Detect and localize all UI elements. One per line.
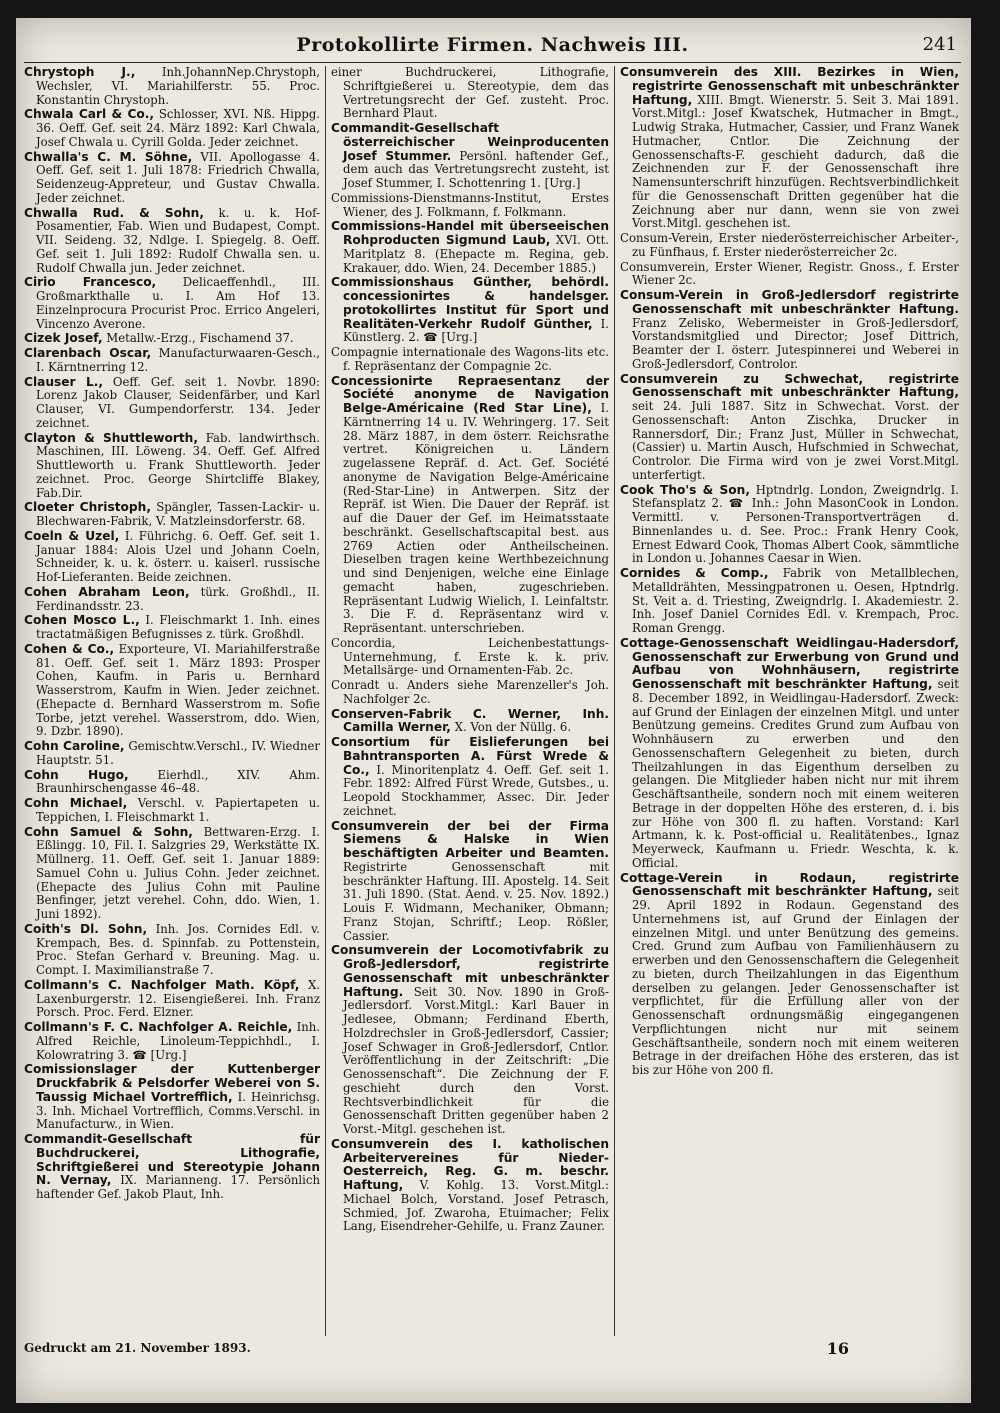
firm-name: Consortium für Eislieferungen bei Bahntransporten A. Fürst Wrede & Co., (331, 735, 609, 777)
page-footer (24, 1338, 959, 1358)
directory-entry (331, 1138, 609, 1234)
entry-details: Delicaeffenhdl., III. Großmarkthalle u. I. Am Hof 13. Einzelnprocura Procurist Proc. Errico Angeleri, Vincenzo Averone. (36, 275, 320, 331)
entry-details: Inh. Jos. Cornides Edl. v. Krempach, Bes. d. Spinnfab. zu Pottenstein, Proc. Stefan Gerhard v. Breuning. Mag. u. Compt. I. Maximilianstraße 7. (36, 921, 320, 977)
firm-name: Cook Tho's & Son, (620, 482, 750, 497)
directory-entry (620, 232, 959, 260)
entry-details: türk. Großhdl., II. Ferdinandsstr. 23. (36, 584, 320, 613)
print-date-note: Gedruckt am 21. November 1893. (24, 1341, 251, 1355)
firm-name: Commissions-Handel mit überseeischen Rohproducten Sigmund Laub, (331, 219, 609, 247)
directory-entry (620, 289, 959, 372)
entry-details: Bettwaren-Erzg. I. Eßlingg. 10, Fil. I. Salzgries 29, Werkstätte IX. Müllnerg. 11. Oeff. Gef. seit 1. Januar 1889: Samuel Cohn u. Julius Cohn. Jeder zeichnet. (Ehepacte des Julius Cohn mit Pauline Benfinger, jetzt verehel. Cohn, ddo. Wien, 1. Juni 1892). (36, 824, 320, 921)
directory-entry (24, 769, 320, 797)
firm-name: Cohn Caroline, (24, 739, 125, 753)
directory-entry (620, 261, 959, 289)
entry-details: I. Künstlerg. 2. ☎ [Urg.] (343, 316, 609, 345)
entry-details: Eierhdl., XIV. Ahm. Braunhirschengasse 46–48. (36, 767, 320, 796)
directory-entry (24, 347, 320, 375)
firm-name: Cohen Mosco L., (24, 613, 140, 628)
entry-details: X. Von der Nüllg. 6. (450, 720, 572, 735)
page-title: Protokollirte Firmen. Nachweis III. (296, 34, 689, 56)
firm-name: Chwalla's C. M. Söhne, (24, 149, 193, 164)
entry-details: I. Minoritenplatz 4. Oeff. Gef. seit 1. Febr. 1892: Alfred Fürst Wrede, Gutsbes., u. Leopold Stockhammer, Assec. Dir. Jeder zeichnet. (343, 762, 609, 818)
firm-name: Chwala Carl & Co., (24, 107, 155, 122)
entry-details: XVI. Ott. Maritplatz 8. (Ehepacte m. Regina, geb. Krakauer, ddo. Wien, 24. December 1885.) (343, 233, 609, 275)
directory-entry (24, 207, 320, 276)
column-2 (331, 66, 609, 1336)
entry-details: Hptndrlg. London, Zweigndrlg. I. Stefansplatz 2. ☎ Inh.: John MasonCook in London. Vermittl. v. Personen-Transportverträgen d. Binnenlandes u. d. See. Proc.: Frank Henry Cook, Ernest Edward Cook, Thomas Albert Cook, sämmtliche in London u. Johannes Caesar in Wien. (632, 482, 959, 566)
sheet-signature: 16 (826, 1338, 849, 1358)
firm-name: Cottage-Verein in Rodaun, registrirte Genossenschaft mit beschränkter Haftung, (620, 870, 959, 899)
firm-name: Commandit-Gesellschaft für Buchdruckerei, Lithografie, Schriftgießerei und Stereotypie Johann N. Vernay, (24, 1132, 320, 1188)
directory-entry (620, 373, 959, 483)
directory-entry (24, 108, 320, 149)
directory-entry (331, 820, 609, 944)
directory-entry (331, 637, 609, 678)
directory-page (16, 18, 971, 1403)
entry-details: Consum-Verein, Erster niederösterreichischer Arbeiter-, zu Fünfhaus, f. Erster niederösterreicher 2c. (620, 231, 959, 259)
firm-name: Cohn Samuel & Sohn, (24, 824, 193, 839)
entry-details: VII. Apollogasse 4. Oeff. Gef. seit 1. Juli 1878: Friedrich Chwalla, Seidenzeug-Appreteur, und Gustav Chwalla. Jeder zeichnet. (36, 149, 320, 205)
entry-details: seit 24. Juli 1887. Sitz in Schwechat. Vorst. der Genossenschaft: Anton Zischka, Drucker in Rannersdorf, Dir.; Franz Just, Müller in Schwechat, (Cassier) u. Martin Ausch, Hufschmied in Schwechat, Controlor. Die Firma wird von je zwei Vorst.Mitgl. unterfertigt. (632, 399, 959, 482)
entry-details: Concordia, Leichenbestattungs-Unternehmung, f. Erste k. k. priv. Metallsärge- und Ornamenten-Fab. 2c. (331, 635, 609, 678)
directory-entry (24, 432, 320, 501)
directory-entry (331, 122, 609, 191)
directory-entry (24, 826, 320, 922)
page-header (24, 28, 961, 63)
directory-entry (24, 979, 320, 1020)
firm-name: Consumverein der Locomotivfabrik zu Groß-Jedlersdorf, registrirte Genossenschaft mit unbeschränkter Haftung. (331, 943, 609, 999)
directory-entry (24, 643, 320, 739)
directory-entry (331, 736, 609, 819)
directory-entry (620, 872, 959, 1078)
entry-details: Commissions-Dienstmanns-Institut, Erstes Wiener, des J. Folkmann, f. Folkmann. (331, 190, 609, 219)
columns-area (24, 66, 959, 1336)
directory-entry (24, 923, 320, 978)
entry-details: Seit 30. Nov. 1890 in Groß-Jedlersdorf. Vorst.Mitgl.: Karl Bauer in Jedlesee, Obmann; Ferdinand Eberth, Holzdrechsler in Groß-Jedlersdorf, Cassier; Josef Schwager in Groß-Jedlersdorf, Cntlor. Veröffentlichung in der Zeitschrift: „Die Genossenschaft“. Die Zeichnung der F. geschieht durch den Vorst. Rechtsverbindlichkeit für die Genossenschaft Dritten gegenüber haben 2 Vorst.-Mitgl. geschehen ist. (343, 984, 609, 1136)
directory-entry (24, 276, 320, 331)
firm-name: Cirio Francesco, (24, 275, 157, 290)
entry-details: V. Kohlg. 13. Vorst.Mitgl.: Michael Bolch, Vorstand. Josef Petrasch, Schmied, Jof. Zwaroha, Etuimacher; Felix Lang, Eisendreher-Gehilfe, u. Franz Zauner. (343, 1178, 609, 1234)
entry-details: Conradt u. Anders siehe Marenzeller's Joh. Nachfolger 2c. (331, 678, 609, 706)
entry-details: Verschl. v. Papiertapeten u. Teppichen, I. Fleischmarkt 1. (36, 796, 320, 824)
firm-name: Clayton & Shuttleworth, (24, 430, 198, 445)
directory-entry (24, 66, 320, 107)
directory-entry (331, 276, 609, 345)
entry-details: einer Buchdruckerei, Lithografie, Schriftgießerei u. Stereotypie, dem das Vertretungsrecht der Gef. zusteht. Proc. Bernhard Plaut. (331, 66, 609, 121)
directory-entry (331, 708, 609, 736)
entry-details: X. Laxenburgerstr. 12. Eisengießerei. Inh. Franz Porsch. Proc. Ferd. Elzner. (36, 977, 320, 1020)
firm-name: Consumverein des XIII. Bezirkes in Wien, registrirte Genossenschaft mit unbeschränkter Haftung, (620, 66, 959, 107)
firm-name: Cohn Michael, (24, 796, 128, 810)
directory-entry (24, 151, 320, 206)
entry-details: I. Kärntnerring 14 u. IV. Wehringerg. 17. Seit 28. März 1887, in dem österr. Reichsrathe vertret. Königreichen u. Ländern zugelassene Repräf. d. Act. Gef. Société anonyme de Navigation Belge-Américaine (Red-Star-Line) in Antwerpen. Sitz der Repräf. ist Wien. Die Dauer der Repräf. ist auf die Dauer der Gef. im Heimatsstaate beschränkt. Gesellschaftscapital best. aus 2769 Actien oder Antheilscheinen. Dieselben tragen keine Werthbezeichnung und sind Denjenigen, welche eine Einlage gemacht haben, zugeschrieben. Repräsentant Ludwig Wielich, I. Leinfaltstr. 3. Die F. d. Repräsentanz wird v. Repräsentant. unterschrieben. (343, 401, 609, 635)
firm-name: Cloeter Christoph, (24, 500, 151, 515)
firm-name: Collmann's F. C. Nachfolger A. Reichle, (24, 1020, 293, 1034)
entry-details: Oeff. Gef. seit 1. Novbr. 1890: Lorenz Jakob Clauser, Seidenfärber, und Karl Clauser, VI. Gumpendorferstr. 134. Jeder zeichnet. (36, 374, 320, 430)
firm-name: Cohn Hugo, (24, 767, 129, 782)
directory-entry (24, 376, 320, 431)
column-1 (24, 66, 320, 1336)
entry-details: Spängler, Tassen-Lackir- u. Blechwaren-Fabrik, V. Matzleinsdorferstr. 68. (36, 500, 320, 528)
entry-details: Metallw.-Erzg., Fischamend 37. (102, 331, 294, 346)
column-rule (614, 66, 615, 1336)
directory-entry (331, 346, 609, 374)
entry-details: k. u. k. Hof-Posamentier, Fab. Wien und Budapest, Compt. VII. Seideng. 32, Ndlge. I. Spiegelg. 8. Oeff. Gef. seit 1. Juli 1892: Rudolf Chwalla sen. u. Rudolf Chwalla jun. Jeder zeichnet. (36, 205, 320, 275)
firm-name: Commissionshaus Günther, behördl. concessionirtes & handelsger. protokollirtes Institut für Sport und Realitäten-Verkehr Rudolf Günther, (331, 275, 609, 331)
page-number: 241 (922, 34, 957, 55)
entry-details: Consumverein, Erster Wiener, Registr. Gnoss., f. Erster Wiener 2c. (620, 259, 959, 288)
entry-details: seit 8. December 1892, in Weidlingau-Hadersdorf. Zweck: auf Grund der Einlagen der einzelnen Mitgl. und unter Benützung gemeins. Credites Grund zum Aufbau von Wohnhäusern zu erwerben und den Genossenschaftern Gelegenheit zu bieten, durch Theilzahlungen in das Eigenthum derselben zu gelangen. Die Mitglieder haben nicht nur mit ihrem Geschäftsantheile, sondern noch mit einem weiteren Betrage in der doppelten Höhe des ersteren, d. i. bis zur Höhe von 300 fl. zu haften. Vorstand: Karl Artmann, k. k. Post-official u. Realitätenbes., Ignaz Meyerweck, Kaufmann u. Friedr. Weschta, k. k. Official. (632, 677, 959, 870)
directory-entry (24, 501, 320, 529)
directory-entry (24, 530, 320, 585)
directory-entry (331, 192, 609, 220)
firm-name: Coeln & Uzel, (24, 528, 120, 543)
entry-details: Gemischtw.Verschl., IV. Wiedner Hauptstr. 51. (36, 739, 320, 767)
firm-name: Cizek Josef, (24, 331, 103, 346)
directory-entry (331, 66, 609, 121)
directory-entry (24, 1063, 320, 1132)
entry-details: I. Führichg. 6. Oeff. Gef. seit 1. Januar 1884: Alois Uzel und Johann Coeln, Schneider, k. u. k. österr. u. kaiserl. russische Hof-Lieferanten. Beide zeichnen. (36, 528, 320, 584)
firm-name: Cohen Abraham Leon, (24, 584, 190, 599)
firm-name: Commandit-Gesellschaft österreichischer Weinproducenten Josef Stummer. (331, 121, 609, 163)
firm-name: Clarenbach Oscar, (24, 346, 152, 360)
firm-name: Consum-Verein in Groß-Jedlersdorf registrirte Genossenschaft mit unbeschränkter Haftung. (620, 288, 959, 316)
directory-entry (620, 567, 959, 636)
directory-entry (24, 797, 320, 825)
entry-details: Manufacturwaaren-Gesch., I. Kärntnerring 12. (36, 346, 320, 374)
entry-details: I. Fleischmarkt 1. Inh. eines tractatmäßigen Befugnisses z. türk. Großhdl. (36, 613, 320, 641)
directory-entry (620, 637, 959, 871)
entry-details: Persönl. haftender Gef., dem auch das Vertretungsrecht zusteht, ist Josef Stummer, I. Schottenring 1. [Urg.] (343, 148, 609, 190)
directory-entry (331, 375, 609, 636)
firm-name: Cornides & Comp., (620, 566, 769, 580)
firm-name: Coith's Dl. Sohn, (24, 921, 148, 936)
entry-details: Schlosser, XVI. Nß. Hippg. 36. Oeff. Gef. seit 24. März 1892: Karl Chwala, Josef Chwala u. Cyrill Golda. Jeder zeichnet. (36, 107, 320, 149)
directory-entry (24, 1021, 320, 1062)
firm-name: Concessionirte Repraesentanz der Société anonyme de Navigation Belge-Américaine (Red Star Line), (331, 373, 609, 415)
column-3 (620, 66, 959, 1336)
entry-details: Inh. Alfred Reichle, Linoleum-Teppichhdl., I. Kolowratring 3. ☎ [Urg.] (36, 1020, 320, 1062)
firm-name: Consumverein des I. katholischen Arbeitervereines für Nieder-Oesterreich, Reg. G. m. beschr. Haftung, (331, 1136, 609, 1192)
entry-details: Inh.JohannNep.Chrystoph, Wechsler, VI. Mariahilferstr. 55. Proc. Konstantin Chrystoph. (36, 66, 320, 107)
firm-name: Cottage-Genossenschaft Weidlingau-Hadersdorf, Genossenschaft zur Erwerbung von Grund und Aufbau von Wohnhäusern, registrirte Genossenschaft mit beschränkter Haftung, (620, 635, 959, 691)
firm-name: Consumverein der bei der Firma Siemens & Halske in Wien beschäftigten Arbeiter und Beamten. (331, 818, 609, 860)
entry-details: Fab. landwirthsch. Maschinen, III. Löweng. 34. Oeff. Gef. Alfred Shuttleworth u. Frank Shuttleworth. Jeder zeichnet. Proc. George Shirtcliffe Blakey, Fab.Dir. (36, 430, 320, 500)
firm-name: Comissionslager der Kuttenberger Druckfabrik & Pelsdorfer Weberei von S. Taussig Michael Vortrefflich, (24, 1062, 320, 1104)
directory-entry (620, 66, 959, 231)
directory-entry (24, 586, 320, 614)
entry-details: Registrirte Genossenschaft mit beschränkter Haftung. III. Apostelg. 14. Seit 31. Juli 1890. (Stat. Aend. v. 25. Nov. 1892.) Louis F. Widmann, Mechaniker, Obmann; Franz Stojan, Schriftf.; Leop. Rößler, Cassier. (343, 859, 609, 943)
directory-entry (24, 1133, 320, 1202)
firm-name: Clauser L., (24, 374, 104, 389)
firm-name: Conserven-Fabrik C. Werner, Inh. Camilla Werner, (331, 706, 609, 735)
column-rule (325, 66, 326, 1336)
directory-entry (24, 614, 320, 642)
directory-entry (331, 220, 609, 275)
directory-entry (331, 679, 609, 707)
directory-entry (620, 484, 959, 567)
firm-name: Collmann's C. Nachfolger Math. Köpf, (24, 977, 300, 992)
firm-name: Cohen & Co., (24, 641, 115, 656)
entry-details: seit 29. April 1892 in Rodaun. Gegenstand des Unternehmens ist, auf Grund der Einlagen der einzelnen Mitgl. und unter Benützung des gemeins. Cred. Grund zum Aufbau von Familienhäusern zu erwerben und den Genossenschaftern die Gelegenheit zu bieten, durch Theilzahlungen in das Eigenthum derselben zu gelangen. Jeder Genossenschafter ist verpflichtet, für die Erfüllung aller von der Genossenschaft ordnungsmäßig eingegangenen Verpflichtungen nicht nur mit seinem Geschäftsantheile, sondern noch mit einem weiteren Betrage in der dreifachen Höhe des ersteren, das ist bis zur Höhe von 200 fl. (632, 884, 959, 1077)
entry-details: I. Heinrichsg. 3. Inh. Michael Vortrefflich, Comms.Verschl. in Manufacturw., in Wien. (36, 1089, 320, 1132)
entry-details: Franz Zelisko, Webermeister in Groß-Jedlersdorf, Vorstandsmitglied und Director; Josef Dittrich, Beamter der I. österr. Jutespinnerei und Weberei in Groß-Jedlersdorf, Controlor. (632, 315, 959, 371)
entry-details: Compagnie internationale des Wagons-lits etc. f. Repräsentanz der Compagnie 2c. (331, 345, 609, 373)
firm-name: Chrystoph J., (24, 66, 136, 79)
entry-details: Fabrik von Metallblechen, Metalldrähten, Messingpatronen u. Oesen, Hptndrlg. St. Veit a. d. Triesting, Zweigndrlg. I. Akademiestr. 2. Inh. Josef Daniel Cornides Edl. v. Krempach, Proc. Roman Grengg. (632, 566, 959, 635)
firm-name: Chwalla Rud. & Sohn, (24, 205, 204, 220)
directory-entry (24, 332, 320, 346)
entry-details: XIII. Bmgt. Wienerstr. 5. Seit 3. Mai 1891. Vorst.Mitgl.: Josef Kwatschek, Hutmacher in Bmgt., Ludwig Straka, Hutmacher, Cassier, und Franz Wanek Hutmacher, Cntlor. Die Zeichnung der Genossenschafts-F. geschieht dadurch, daß die Zeichnenden zur F. der Genossenschaft ihre Namensunterschrift hinzufügen. Rechtsverbindlichkeit für die Genossenschaft Dritten gegenüber hat die Zeichnung aber nur dann, wenn sie von zwei Vorst.Mitgl. geschehen ist. (632, 92, 959, 231)
entry-details: Exporteure, VI. Mariahilferstraße 81. Oeff. Gef. seit 1. März 1893: Prosper Cohen, Kaufm. in Paris u. Bernhard Wasserstrom, Kaufm in Wien. Jeder zeichnet. (Ehepacte d. Bernhard Wasserstrom m. Sofie Torbe, jetzt verehel. Wasserstrom, ddo. Wien, 9. Dzbr. 1890). (36, 641, 320, 739)
firm-name: Consumverein zu Schwechat, registrirte Genossenschaft mit unbeschränkter Haftung, (620, 371, 959, 400)
entry-details: IX. Marianneng. 17. Persönlich haftender Gef. Jakob Plaut, Inh. (36, 1173, 320, 1201)
directory-entry (24, 740, 320, 768)
directory-entry (331, 944, 609, 1137)
